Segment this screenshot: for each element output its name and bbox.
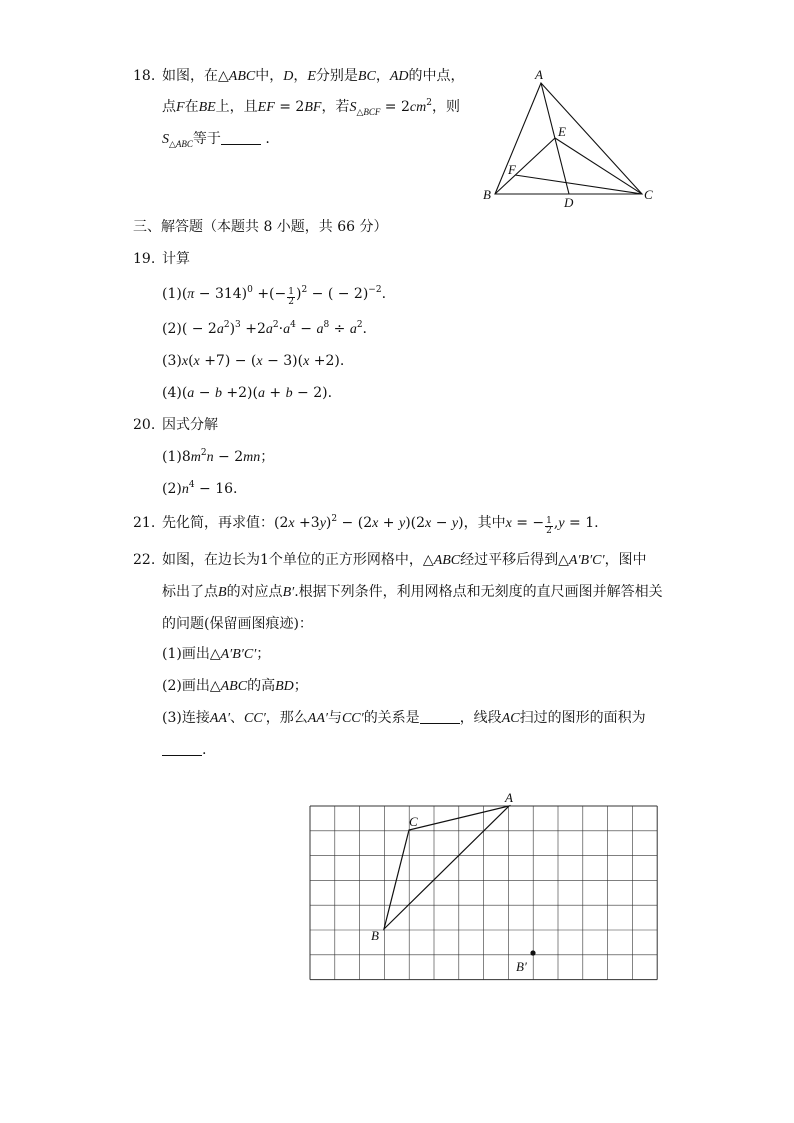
segment-be	[495, 138, 555, 194]
q19-item-3: (3)x(x +7) − (x − 3)(x +2).	[162, 353, 345, 369]
point-b-prime	[530, 950, 535, 955]
q19-title: 计算	[162, 251, 190, 267]
q22-line1: 如图，在边长为1个单位的正方形网格中，△ABC经过平移后得到△A′B′C′，图中	[162, 552, 647, 568]
q18-triangle-figure	[478, 62, 662, 210]
triangle-abc	[495, 83, 642, 194]
q19-item-1: $(1)(\pi - 314)^0$ +(− $\frac{1}{2}$ )$^2$ − ( − 2)$^{-2}$.	[162, 285, 387, 307]
q18-label-d: D	[564, 195, 574, 210]
q19-item-2: $(2)( - 2a^2)^3 +2a^2\cdot a^4 - a^8 \div a^2$.	[162, 320, 367, 337]
q21-text: 先化简，再求值：$(2x +3y)^2 - (2x + y)(2x - y)$，其中x = − $\frac{1}{2}$ ,y = 1.	[162, 514, 599, 536]
q18-label-b: B	[483, 187, 491, 202]
q18-label-c: C	[644, 187, 653, 202]
q22-line2: 标出了点B的对应点B′.根据下列条件，利用网格点和无刻度的直尺画图并解答相关	[162, 584, 663, 600]
q22-item-1: (1)画出△A′B′C′；	[162, 646, 271, 662]
q22-item-4: .	[162, 740, 206, 760]
q22-item-2: (2)画出△ABC的高BD；	[162, 678, 308, 694]
q22-label-a: A	[505, 790, 513, 805]
q18-label-a: A	[535, 67, 543, 82]
q19-item-4: (4)(a − b +2)(a + b − 2).	[162, 385, 333, 401]
q20-item-1: $(1)8m^2n - 2mn$；	[162, 448, 275, 465]
q22-number: 22.	[133, 552, 156, 568]
q20-number: 20.	[133, 417, 156, 433]
q18-line2: 点F在BE上，且EF = 2BF，若$S_{\triangle BCF} = 2cm^2$，则	[162, 98, 460, 118]
q19-number: 19.	[133, 251, 156, 267]
q20-item-2: $(2)n^4 - 16$.	[162, 480, 238, 497]
q22-label-b-prime: B′	[516, 959, 527, 974]
q22-label-b: B	[371, 928, 379, 943]
q22-line3: 的问题(保留画图痕迹)：	[162, 616, 313, 632]
segment-fc	[515, 175, 642, 194]
q20-title: 因式分解	[162, 417, 218, 433]
square-grid	[310, 806, 657, 980]
q21-number: 21.	[133, 515, 156, 531]
q18-number: 18.	[133, 68, 156, 84]
q22-label-c: C	[409, 814, 418, 829]
q18-line1: 如图，在△ABC中，D，E分别是BC，AD的中点，	[162, 68, 465, 84]
q22-item-3: (3)连接AA′、CC′，那么AA′与CC′的关系是 ，线段AC扫过的图形的面积为	[162, 710, 646, 726]
q18-line3: $S_{\triangle ABC}$等于 .	[162, 131, 270, 150]
triangle-abc	[384, 806, 509, 929]
q22-grid-figure	[300, 786, 670, 986]
section3-title: 三、解答题（本题共 8 小题，共 66 分）	[133, 219, 388, 235]
q18-label-f: F	[508, 162, 516, 177]
q18-label-e: E	[558, 124, 566, 139]
